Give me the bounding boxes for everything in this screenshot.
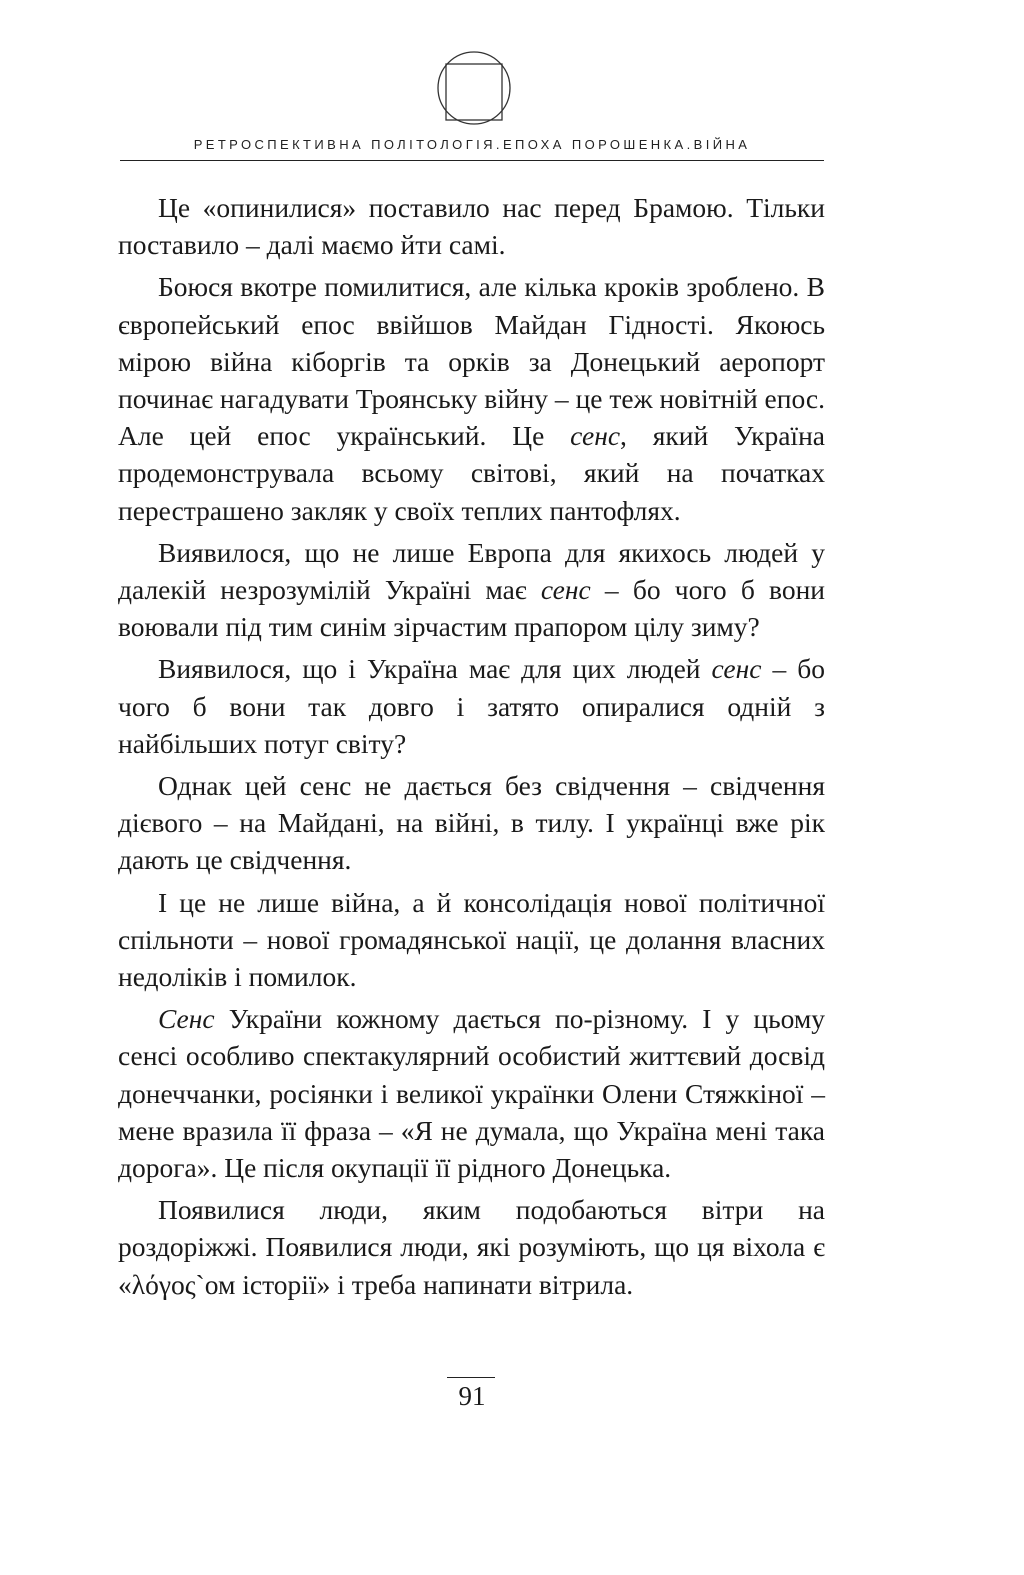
text-segment: – бо чого б вони так довго і затято опиралися одній з найбільших потуг світу? <box>118 653 825 759</box>
text-segment: Це «опинилися» поставило нас перед Брамою. Тільки поставило – далі маємо йти самі. <box>118 192 825 261</box>
paragraph <box>118 534 825 646</box>
text-segment: Боюся вкотре помилитися, але кілька кроків зроблено. В європейський епос ввійшов Майдан Гідності. Якоюсь мірою війна кіборгів та орків за Донецький аеропорт починає нагадувати Троянську війну – це теж новітній епос. Але цей епос український. Це <box>118 271 825 452</box>
text-segment: Однак цей сенс не дається без свідчення – свідчення дієвого – на Майдані, на війні, в тилу. І українці вже рік дають це свідчення. <box>118 770 825 876</box>
italic-term: сенс <box>711 653 762 685</box>
body-text <box>118 189 825 1303</box>
header-divider <box>120 160 824 161</box>
paragraph <box>118 884 825 996</box>
page-number-rule <box>447 1377 495 1378</box>
paragraph <box>118 189 825 263</box>
text-segment: Виявилося, що не лише Европа для якихось людей у далекій незрозумілій Україні має <box>118 536 825 606</box>
page-number: 91 <box>458 1381 486 1411</box>
text-segment: І це не лише війна, а й консолідація нової політичної спільноти – нової громадянської нації, це долання власних недоліків і помилок. <box>118 886 825 993</box>
text-segment: , який Україна продемонструвала всьому світові, який на початках перестрашено закляк у своїх теплих пантофлях. <box>118 420 825 526</box>
italic-term: сенс <box>540 574 591 606</box>
text-segment: Виявилося, що і Україна має для цих людей <box>158 653 712 685</box>
running-header: РЕТРОСПЕКТИВНА ПОЛІТОЛОГІЯ.ЕПОХА ПОРОШЕНКА.ВІЙНА <box>193 137 751 152</box>
paragraph <box>118 767 825 879</box>
italic-term: сенс <box>570 420 621 452</box>
text-segment: Появилися люди, яким подобаються вітри на роздоріжжі. Появилися люди, які розуміють, що ця віхола є «λόγος`ом історії» і треба напинати вітрила. <box>118 1194 825 1300</box>
circle-square-emblem-icon <box>436 50 512 126</box>
paragraph <box>118 268 825 528</box>
text-segment: України кожному дається по-різному. І у цьому сенсі особливо спектакулярний особистий життєвий досвід донеччанки, росіянки і великої українки Олени Стяжкіної – мене вразила її фраза – «Я не думала, що Україна мені така дорога». Це після окупації її рідного Донецька. <box>118 1003 825 1184</box>
paragraph <box>118 650 825 762</box>
text-segment: – бо чого б вони воювали під тим синім зірчастим прапором цілу зиму? <box>118 574 826 643</box>
paragraph <box>118 1191 825 1303</box>
italic-term: Сенс <box>158 1003 215 1035</box>
paragraph <box>118 1000 825 1186</box>
